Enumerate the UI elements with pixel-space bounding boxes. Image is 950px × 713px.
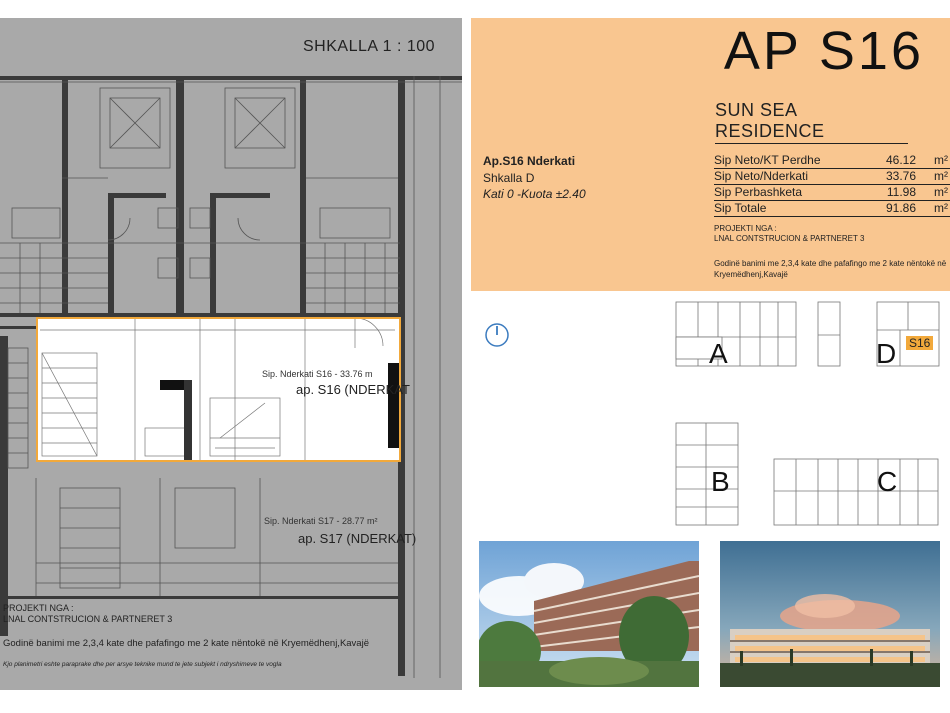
area-label: Sip Neto/KT Perdhe <box>714 153 821 167</box>
area-value: 46.12 <box>885 153 916 167</box>
building-description: Godinë banimi me 2,3,4 kate dhe pafafingo me 2 kate nëntokë në Kryemëdhenj,Kavajë <box>714 259 947 279</box>
staircase-label: Shkalla D <box>483 171 535 185</box>
plan-project-name: LNAL CONTSTRUCION & PARTNERET 3 <box>3 614 173 624</box>
floor-label: Kati 0 -Kuota ±2.40 <box>483 187 586 201</box>
building-render-evening <box>720 541 940 687</box>
block-b-label: B <box>711 466 730 497</box>
plan-building-desc: Godinë banimi me 2,3,4 kate dhe pafafingo me 2 kate nëntokë në Kryemëdhenj,Kavajë <box>3 638 369 649</box>
floor-plan-drawing <box>0 18 462 690</box>
area-unit: m² <box>934 185 948 199</box>
area-label: Sip Neto/Nderkati <box>714 169 809 183</box>
block-c-label: C <box>877 466 898 497</box>
area-table <box>714 153 950 217</box>
building-render-day <box>479 541 699 687</box>
project-credit <box>714 224 864 244</box>
apartment-title: AP S16 <box>723 21 924 81</box>
area-row <box>714 153 950 169</box>
area-row <box>714 169 950 185</box>
area-value: 91.86 <box>885 201 916 215</box>
residence-name: SUN SEA RESIDENCE <box>715 100 908 144</box>
s17-area-label: Sip. Nderkati S17 - 28.77 m² <box>264 516 378 526</box>
key-plan <box>660 295 950 535</box>
area-row <box>714 185 950 201</box>
project-label: PROJEKTI NGA : <box>714 224 777 233</box>
plan-project-label: PROJEKTI NGA : <box>3 603 74 613</box>
apartment-heading: Ap.S16 Nderkati <box>483 154 576 168</box>
area-unit: m² <box>934 169 948 183</box>
area-unit: m² <box>934 201 948 215</box>
s16-area-label: Sip. Nderkati S16 - 33.76 m <box>262 369 373 379</box>
s16-name-label: ap. S16 (NDERKAT <box>296 382 410 397</box>
area-row <box>714 201 950 217</box>
project-name: LNAL CONTSTRUCION & PARTNERET 3 <box>714 234 865 243</box>
unit-s16-badge: S16 <box>906 336 933 350</box>
area-label: Sip Perbashketa <box>714 185 803 199</box>
block-a-label: A <box>709 338 728 369</box>
plan-disclaimer: Kjo planimetri eshte paraprake dhe per arsye teknike mund te jete subjekt i ndryshimeve te vogla <box>3 661 282 668</box>
floor-plan <box>0 18 462 690</box>
area-value: 11.98 <box>886 185 916 199</box>
s17-name-label: ap. S17 (NDERKAT) <box>298 531 417 546</box>
area-value: 33.76 <box>885 169 916 183</box>
area-label: Sip Totale <box>714 201 767 215</box>
area-unit: m² <box>934 153 948 167</box>
apartment-info-panel <box>471 18 950 291</box>
north-arrow-icon <box>484 322 510 348</box>
scale-label: SHKALLA 1 : 100 <box>303 38 436 55</box>
block-d-label: D <box>876 338 897 369</box>
